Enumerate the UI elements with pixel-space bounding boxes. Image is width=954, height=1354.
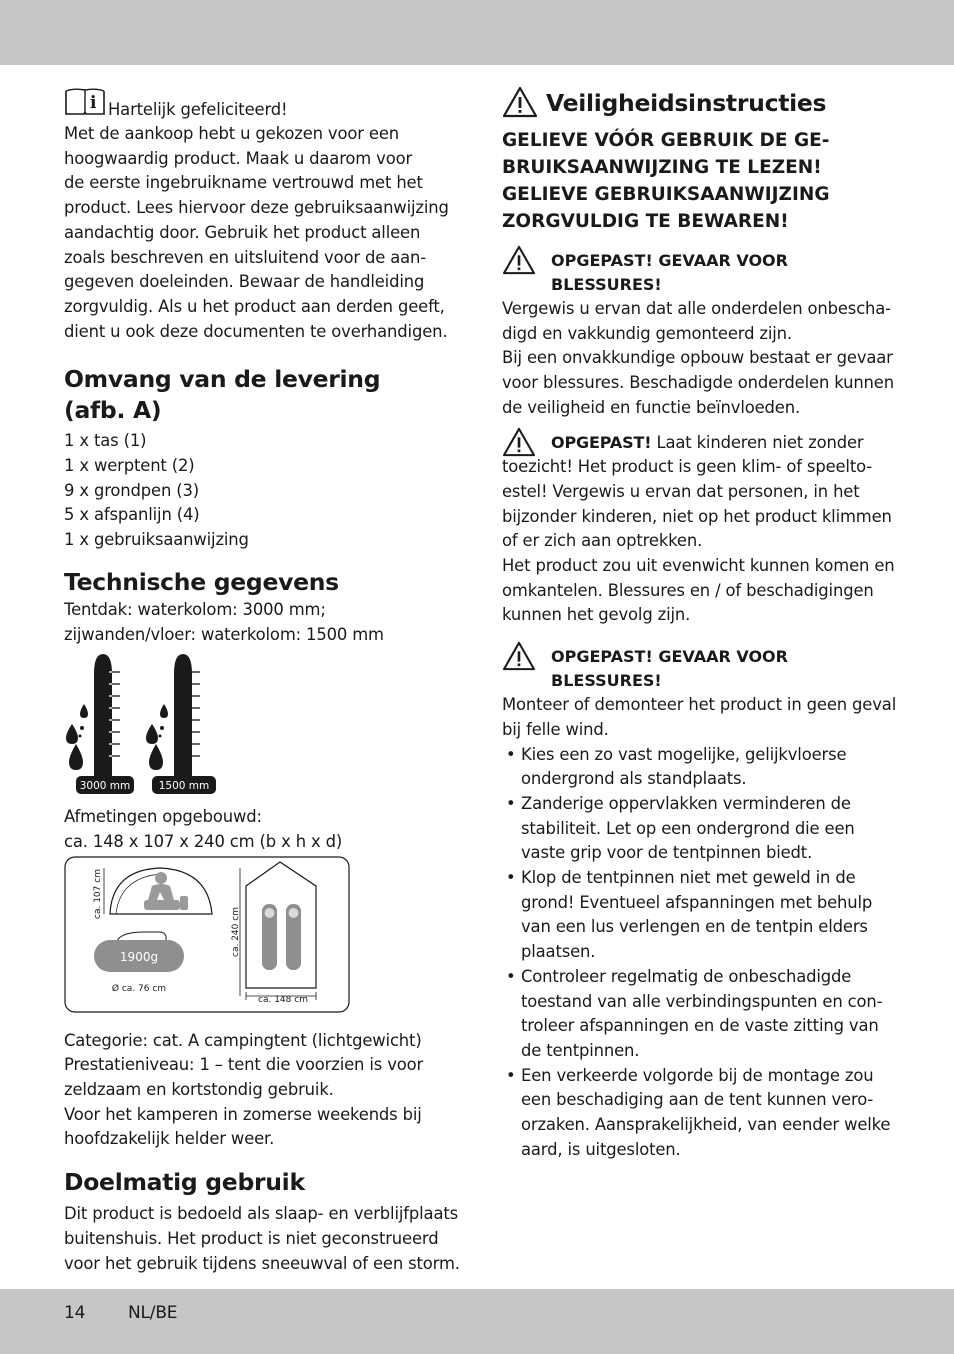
- list-item: • Controleer regelmatig de onbeschadigde toestand van alle verbindingspunten en con- troleer afspanningen en de vaste zitting van de tentpinnen.: [502, 965, 898, 1064]
- svg-text:i: i: [90, 93, 97, 113]
- safety-title: Veiligheidsinstructies: [502, 88, 898, 119]
- warning-triangle-icon: [502, 245, 536, 275]
- intended-use-text: Dit product is bedoeld als slaap- en verblijfplaats buitenshuis. Het product is niet geconstrueerd voor het gebruik tijdens sneeuwval of een storm.: [64, 1204, 460, 1273]
- intro-text: Met de aankoop hebt u gekozen voor een hoogwaardig product. Maak u daarom voor de eerste ingebruikname vertrouwd met het product. Lees hiervoor deze gebruiksaanwijzing aandachtig door. Gebruik het product alleen zoals beschreven en uitsluitend voor de aan- gegeven doeleinden. Bewaar de handleiding zorgvuldig. Als u het product aan derden geeft, dient u ook deze documenten te overhandigen.: [64, 124, 449, 341]
- weight-label: 1900g: [119, 949, 159, 964]
- warning-3-heading: OPGEPAST! GEVAAR VOOR BLESSURES!: [551, 647, 788, 691]
- list-item: 5 x afspanlijn (4): [64, 505, 200, 525]
- list-item: 1 x werptent (2): [64, 456, 195, 476]
- dimensions-text: Afmetingen opgebouwd: ca. 148 x 107 x 240 cm (b x h x d): [64, 807, 343, 851]
- safety-caps-notice: GELIEVE VÓÓR GEBRUIK DE GE- BRUIKSAANWIJZING TE LEZEN! GELIEVE GEBRUIKSAANWIJZING ZORGVULDIG TE BEWAREN!: [502, 130, 830, 232]
- warning-1-heading: OPGEPAST! GEVAAR VOOR BLESSURES!: [551, 251, 788, 294]
- warning-triangle-icon: [502, 86, 538, 118]
- safety-bullet-list: [502, 743, 898, 1163]
- left-column: [64, 86, 460, 1276]
- technical-text: Tentdak: waterkolom: 3000 mm; zijwanden/vloer: waterkolom: 1500 mm: [64, 599, 384, 644]
- list-item: • Kies een zo vast mogelijke, gelijkvloerse ondergrond als standplaats.: [502, 743, 898, 792]
- intended-use-title: Doelmatig gebruik: [64, 1168, 305, 1197]
- intro-greeting: Hartelijk gefeliciteerd!: [108, 100, 288, 119]
- right-column: [502, 88, 898, 1163]
- intro-section: [64, 86, 456, 344]
- list-item: • Zanderige oppervlakken verminderen de stabiliteit. Let op een ondergrond die een vaste grip voor de tentpinnen biedt.: [502, 792, 898, 866]
- warning-2-text: toezicht! Het product is geen klim- of speelto- estel! Vergewis u ervan dat personen, in het bijzonder kinderen, niet op het product klimmen of er zich aan optrekken. Het product zou uit evenwicht kunnen komen en omkantelen. Blessures en / of beschadigingen kunnen het gevolg zijn.: [502, 457, 895, 625]
- diameter-label: Ø ca. 76 cm: [111, 983, 167, 994]
- warning-3-text: Monteer of demonteer het product in geen geval bij felle wind.: [502, 695, 897, 739]
- water-column-3000-icon: [66, 654, 134, 794]
- warning-2: [502, 431, 898, 629]
- category-text: Categorie: cat. A campingtent (lichtgewicht) Prestatieniveau: 1 – tent die voorzien is voor zeldzaam en kortstondig gebruik. Voor het kamperen in zomerse weekends bij hoofdzakelijk helder weer.: [64, 1030, 424, 1149]
- header-bar: [0, 0, 954, 65]
- locale-label: NL/BE: [128, 1303, 178, 1323]
- water-label-1500: 1500 mm: [158, 780, 210, 793]
- technical-title: Technische gegevens: [64, 567, 339, 596]
- page-number: 14: [64, 1303, 86, 1323]
- width-label: ca. 148 cm: [258, 994, 308, 1005]
- length-label: ca. 240 cm: [231, 906, 241, 957]
- warning-1-text: Vergewis u ervan dat alle onderdelen onbescha- digd en vakkundig gemonteerd zijn. Bij een onvakkundige opbouw bestaat er gevaar voor blessures. Beschadigde onderdelen kunnen de veiligheid en functie beïnvloeden.: [502, 299, 894, 417]
- height-label: ca. 107 cm: [93, 868, 103, 919]
- warning-2-firstline: OPGEPAST! Laat kinderen niet zonder: [551, 432, 864, 452]
- tent-dimension-diagram: [64, 856, 350, 1014]
- delivery-list: [64, 429, 456, 553]
- list-item: • Klop de tentpinnen niet met geweld in de grond! Eventueel afspanningen met behulp van een lus verlengen en de tentpin elders plaatsen.: [502, 866, 898, 965]
- delivery-title: Omvang van de levering (afb. A): [64, 365, 381, 425]
- water-label-3000: 3000 mm: [79, 780, 131, 793]
- warning-3: [502, 645, 898, 1162]
- warning-1: [502, 249, 898, 421]
- info-book-icon: [64, 86, 106, 116]
- warning-triangle-icon: [502, 427, 536, 457]
- list-item: • Een verkeerde volgorde bij de montage zou een beschadiging aan de tent kunnen vero- orzaken. Aansprakelijkheid, van eender welke aard, is uitgesloten.: [502, 1064, 898, 1163]
- list-item: 9 x grondpen (3): [64, 480, 200, 500]
- water-column-1500-icon: [146, 654, 216, 794]
- warning-triangle-icon: [502, 641, 536, 671]
- list-item: 1 x gebruiksaanwijzing: [64, 530, 249, 550]
- list-item: 1 x tas (1): [64, 431, 147, 451]
- water-column-graphic: [64, 652, 224, 797]
